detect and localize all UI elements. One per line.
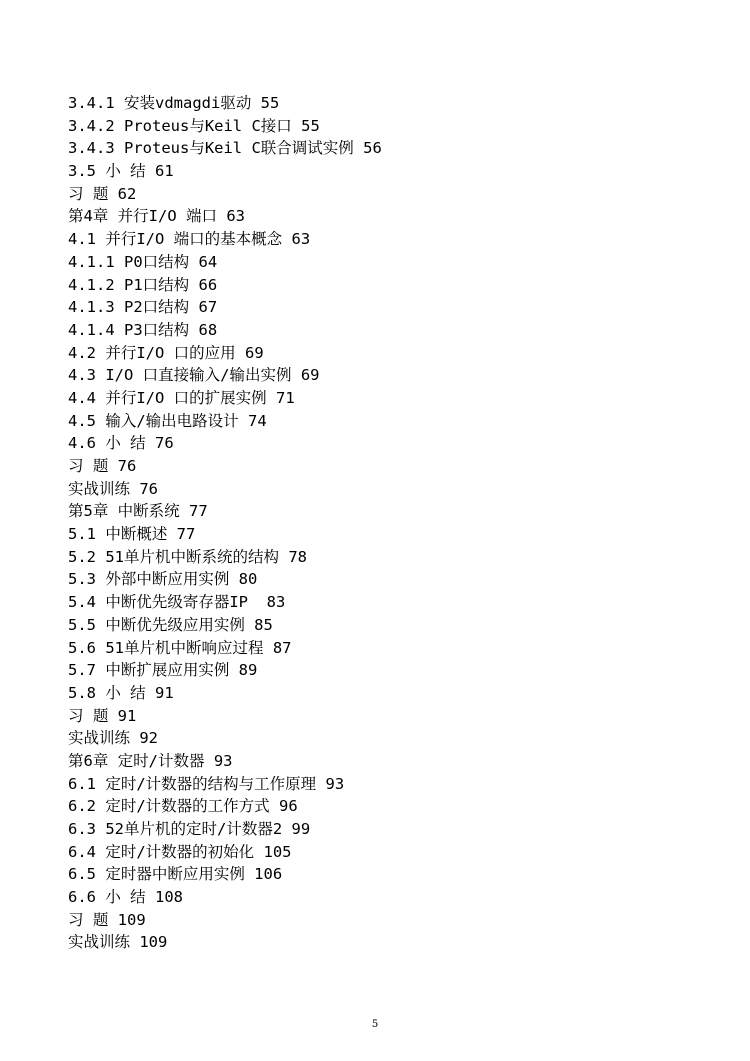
toc-entry: 4.5 输入/输出电路设计 74: [68, 411, 267, 430]
toc-entry: 5.5 中断优先级应用实例 85: [68, 615, 273, 634]
toc-entry: 5.3 外部中断应用实例 80: [68, 570, 258, 589]
toc-entry: 5.8 小 结 91: [68, 683, 174, 702]
toc-entry: 实战训练 76: [68, 479, 158, 498]
toc-entry: 习 题 109: [68, 910, 146, 929]
toc-entry: 习 题 91: [68, 706, 137, 725]
toc-entry: 4.6 小 结 76: [68, 434, 174, 453]
toc-entry: 5.4 中断优先级寄存器IP 83: [68, 593, 286, 612]
toc-entry: 6.5 定时器中断应用实例 106: [68, 865, 283, 884]
toc-entry: 实战训练 109: [68, 933, 168, 952]
toc-entry: 6.3 52单片机的定时/计数器2 99: [68, 820, 311, 838]
toc-entry: 5.6 51单片机中断响应过程 87: [68, 638, 292, 657]
toc-entry: 6.1 定时/计数器的结构与工作原理 93: [68, 774, 345, 793]
toc-entry: 6.2 定时/计数器的工作方式 96: [68, 797, 298, 816]
toc-entry: 第5章 中断系统 77: [68, 502, 208, 521]
toc-entry: 3.4.1 安装vdmagdi驱动 55: [68, 94, 280, 112]
toc-entry: 4.1 并行I/O 端口的基本概念 63: [68, 230, 311, 249]
toc-entry: 第6章 定时/计数器 93: [68, 751, 233, 770]
toc-entry: 3.4.2 Proteus与Keil C接口 55: [68, 116, 320, 135]
toc-entry: 4.3 I/O 口直接输入/输出实例 69: [68, 366, 320, 385]
toc-entry: 4.1.4 P3口结构 68: [68, 320, 218, 339]
toc-entry: 4.1.1 P0口结构 64: [68, 252, 218, 271]
toc-entry: 5.2 51单片机中断系统的结构 78: [68, 547, 307, 566]
toc-entry: 3.4.3 Proteus与Keil C联合调试实例 56: [68, 139, 382, 158]
toc-entry: 习 题 62: [68, 184, 137, 203]
toc-entry: 3.5 小 结 61: [68, 162, 174, 181]
table-of-contents: [68, 92, 708, 954]
toc-entry: 4.4 并行I/O 口的扩展实例 71: [68, 388, 295, 407]
toc-entry: 5.7 中断扩展应用实例 89: [68, 661, 258, 680]
toc-entry: 5.1 中断概述 77: [68, 525, 196, 544]
page-number: 5: [371, 1019, 379, 1030]
toc-entry: 6.6 小 结 108: [68, 888, 183, 907]
toc-entry: 4.1.2 P1口结构 66: [68, 275, 218, 294]
toc-entry: 6.4 定时/计数器的初始化 105: [68, 842, 292, 861]
toc-entry: 习 题 76: [68, 457, 137, 475]
toc-entry: 4.1.3 P2口结构 67: [68, 298, 218, 317]
toc-entry: 4.2 并行I/O 口的应用 69: [68, 343, 264, 362]
toc-entry: 第4章 并行I/O 端口 63: [68, 207, 245, 226]
toc-entry: 实战训练 92: [68, 729, 158, 748]
